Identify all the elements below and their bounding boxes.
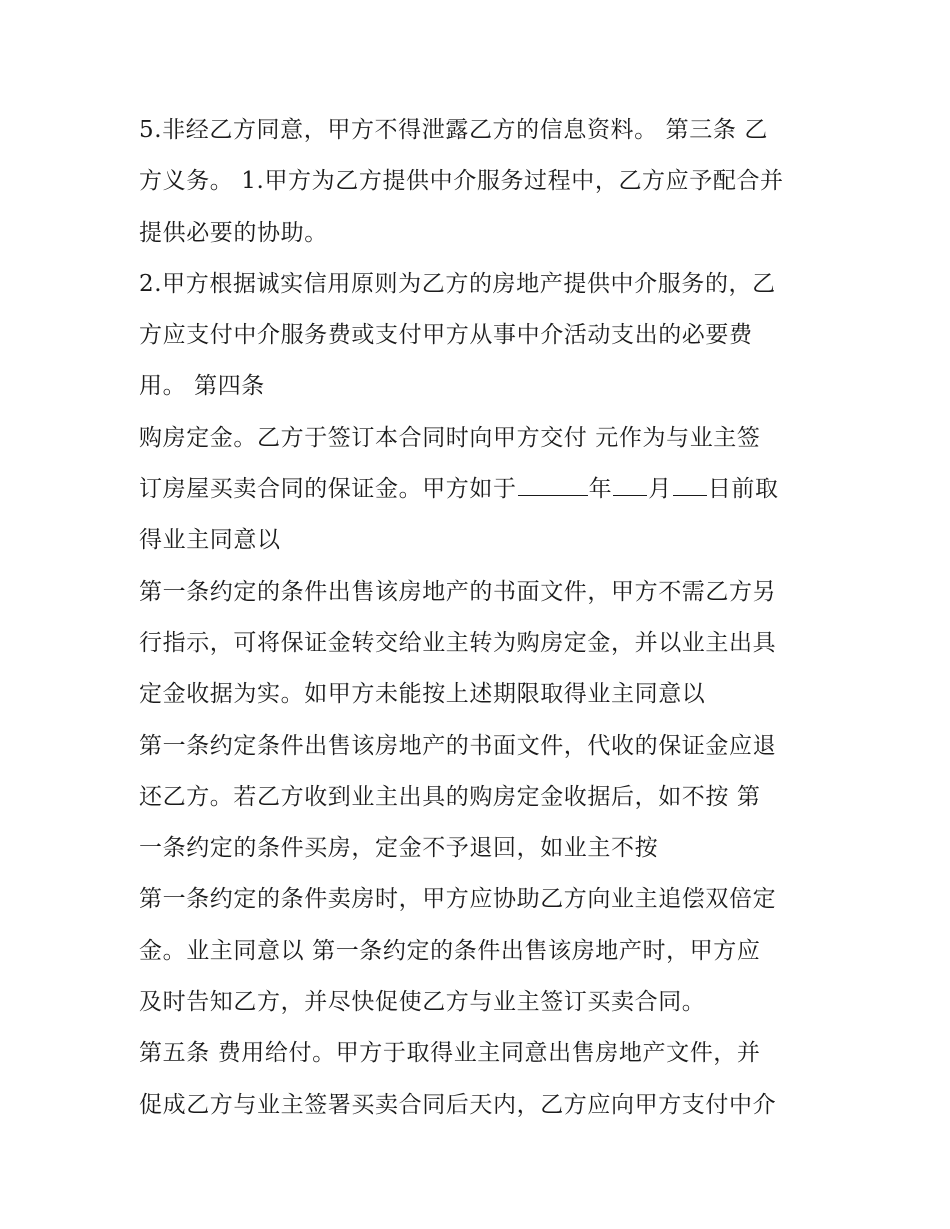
- text-line: 提供必要的协助。: [139, 219, 328, 246]
- text-line: 第一条约定的条件卖房时，甲方应协助乙方向业主追偿双倍定: [139, 886, 777, 913]
- text-line: 还乙方。若乙方收到业主出具的购房定金收据后，如不按 第: [139, 783, 761, 810]
- contract-text: [139, 108, 819, 1134]
- text-line: 5.非经乙方同意，甲方不得泄露乙方的信息资料。 第三条 乙: [139, 117, 768, 143]
- year-label: 年: [588, 476, 613, 503]
- text-line: 及时告知乙方，并尽快促使乙方与业主签订买卖合同。: [139, 989, 706, 1016]
- text-line: 行指示，可将保证金转交给业主转为购房定金，并以业主出具: [139, 629, 777, 656]
- text-line: 用。 第四条: [139, 373, 265, 400]
- year-blank: [518, 469, 588, 496]
- text-line: 2.甲方根据诚实信用原则为乙方的房地产提供中介服务的，乙: [139, 270, 776, 297]
- month-label: 月: [648, 476, 672, 503]
- deadline-line: [139, 467, 819, 518]
- text-line: 第一条约定的条件出售该房地产的书面文件，甲方不需乙方另: [139, 578, 777, 605]
- text-line: 一条约定的条件买房，定金不予退回，如业主不按: [139, 835, 659, 862]
- month-blank: [613, 469, 647, 496]
- text-line: 第一条约定条件出售该房地产的书面文件，代收的保证金应退: [139, 732, 777, 759]
- deadline-prefix: 订房屋买卖合同的保证金。甲方如于: [139, 476, 517, 503]
- day-label: 日前取: [707, 476, 779, 503]
- text-line: 得业主同意以: [139, 527, 281, 554]
- text-line: 购房定金。乙方于签订本合同时向甲方交付 元作为与业主签: [139, 424, 761, 451]
- text-line: 第五条 费用给付。甲方于取得业主同意出售房地产文件，并: [139, 1040, 761, 1067]
- text-line: 方义务。 1.甲方为乙方提供中介服务过程中，乙方应予配合并: [139, 168, 784, 195]
- text-line: 方应支付中介服务费或支付甲方从事中介活动支出的必要费: [139, 322, 753, 349]
- text-line: 定金收据为实。如甲方未能按上述期限取得业主同意以: [139, 681, 706, 708]
- text-line: 金。业主同意以 第一条约定的条件出售该房地产时，甲方应: [139, 937, 761, 964]
- text-line: 促成乙方与业主签署买卖合同后天内，乙方应向甲方支付中介: [139, 1091, 777, 1118]
- day-blank: [673, 469, 707, 496]
